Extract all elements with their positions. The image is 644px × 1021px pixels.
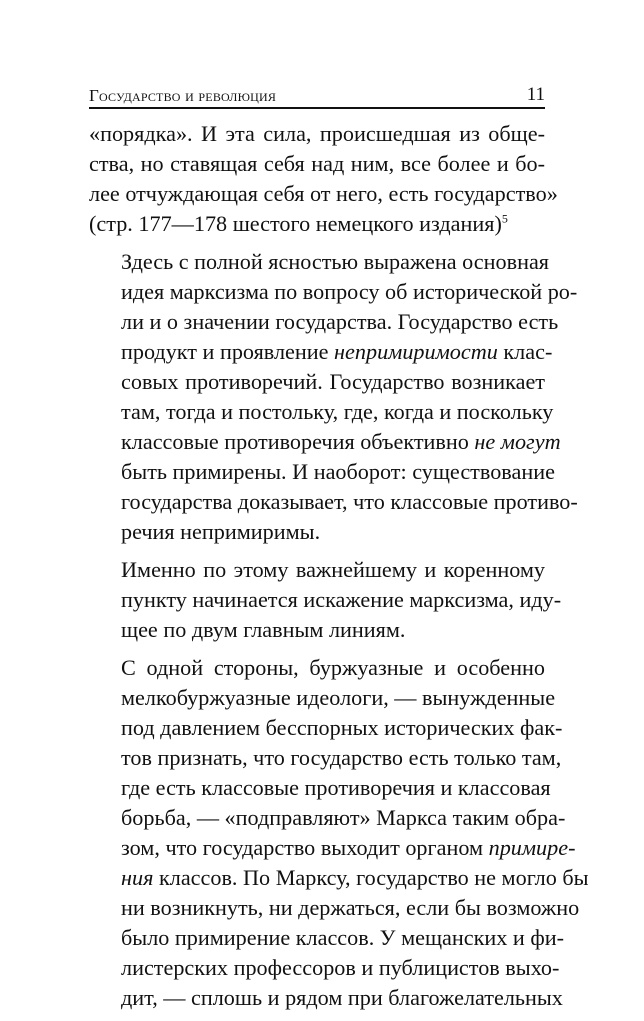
text-run: где есть классовые противоречия и классовая [121, 775, 551, 800]
text-line [89, 953, 560, 983]
text-run: совых противоречий. Государство возникает [121, 369, 545, 394]
text-run: речия непримиримы. [121, 519, 321, 544]
text-run: пункту начинается искажение марксизма, иду- [121, 587, 562, 612]
text-run: быть примирены. И наоборот: существование [121, 459, 555, 484]
text-line [89, 585, 562, 615]
text-line [89, 983, 563, 1013]
text-run: ни возникнуть, ни держаться, если бы возможно [121, 895, 580, 920]
text-run: тов признать, что государство есть только там, [121, 745, 562, 770]
header-rule [89, 107, 545, 109]
text-run: государства доказывает, что классовые противо- [121, 489, 578, 514]
text-run: «порядка». И эта сила, происшедшая из обще- [89, 121, 545, 146]
text-line [89, 119, 545, 149]
italic-text: непримиримости [334, 339, 498, 364]
text-line [89, 209, 545, 239]
text-line [89, 247, 549, 277]
running-head [89, 78, 545, 104]
footnote-ref: 5 [501, 211, 508, 226]
text-line [89, 773, 551, 803]
text-run: С одной стороны, буржуазные и особенно [121, 655, 545, 680]
text-line [89, 179, 558, 209]
text-line [89, 743, 562, 773]
text-run: там, тогда и постольку, где, когда и поскольку [121, 399, 554, 424]
italic-text: не могут [474, 429, 561, 454]
text-run: Здесь с полной ясностью выражена основная [121, 249, 549, 274]
text-run: под давлением бесспорных исторических фак- [121, 715, 563, 740]
italic-text: примире- [488, 835, 576, 860]
paragraph [89, 653, 589, 1013]
text-line [89, 457, 555, 487]
text-line [89, 713, 563, 743]
text-line [89, 307, 559, 337]
text-line [89, 923, 564, 953]
text-line [89, 615, 545, 645]
text-line [89, 803, 566, 833]
text-run: ства, но ставящая себя над ним, все более и бо- [89, 151, 545, 176]
text-line [89, 367, 545, 397]
text-run: лее отчуждающая себя от него, есть государство» [89, 181, 558, 206]
text-line [89, 487, 578, 517]
text-line [89, 149, 545, 179]
text-run: было примирение классов. У мещанских и фи- [121, 925, 564, 950]
text-line [89, 893, 580, 923]
text-line [89, 653, 545, 683]
text-line [89, 555, 545, 585]
page-number: 11 [526, 84, 545, 105]
body-text [89, 119, 589, 1021]
text-run: листерских профессоров и публицистов выхо- [121, 955, 560, 980]
text-line [89, 427, 561, 457]
text-run: борьба, — «подправляют» Маркса таким обра- [121, 805, 566, 830]
text-run: классов. По Марксу, государство не могло бы [153, 865, 589, 890]
text-line [89, 277, 578, 307]
text-line [89, 683, 556, 713]
paragraph [89, 555, 562, 645]
text-run: мелкобуржуазные идеологи, — вынужденные [121, 685, 556, 710]
text-line [89, 397, 554, 427]
text-run: идея марксизма по вопросу об исторической ро- [121, 279, 578, 304]
text-run: зом, что государство выходит органом [121, 835, 489, 860]
text-run: (стр. 177—178 шестого немецкого издания) [89, 211, 502, 236]
text-run: щее по двум главным линиям. [121, 617, 406, 642]
paragraph [89, 119, 558, 239]
text-run: классовые противоречия объективно [121, 429, 475, 454]
book-title: Государство и революция [89, 86, 277, 105]
italic-text: ния [121, 865, 154, 890]
text-run: Именно по этому важнейшему и коренному [121, 557, 545, 582]
text-line [89, 337, 553, 367]
text-run: дит, — сплошь и рядом при благожелательных [121, 985, 563, 1010]
text-run: ли и о значении государства. Государство есть [121, 309, 559, 334]
text-line [89, 833, 576, 863]
text-line [89, 517, 545, 547]
text-run: клас- [497, 339, 553, 364]
paragraph [89, 247, 578, 547]
text-line [89, 863, 589, 893]
text-run: продукт и проявление [121, 339, 335, 364]
